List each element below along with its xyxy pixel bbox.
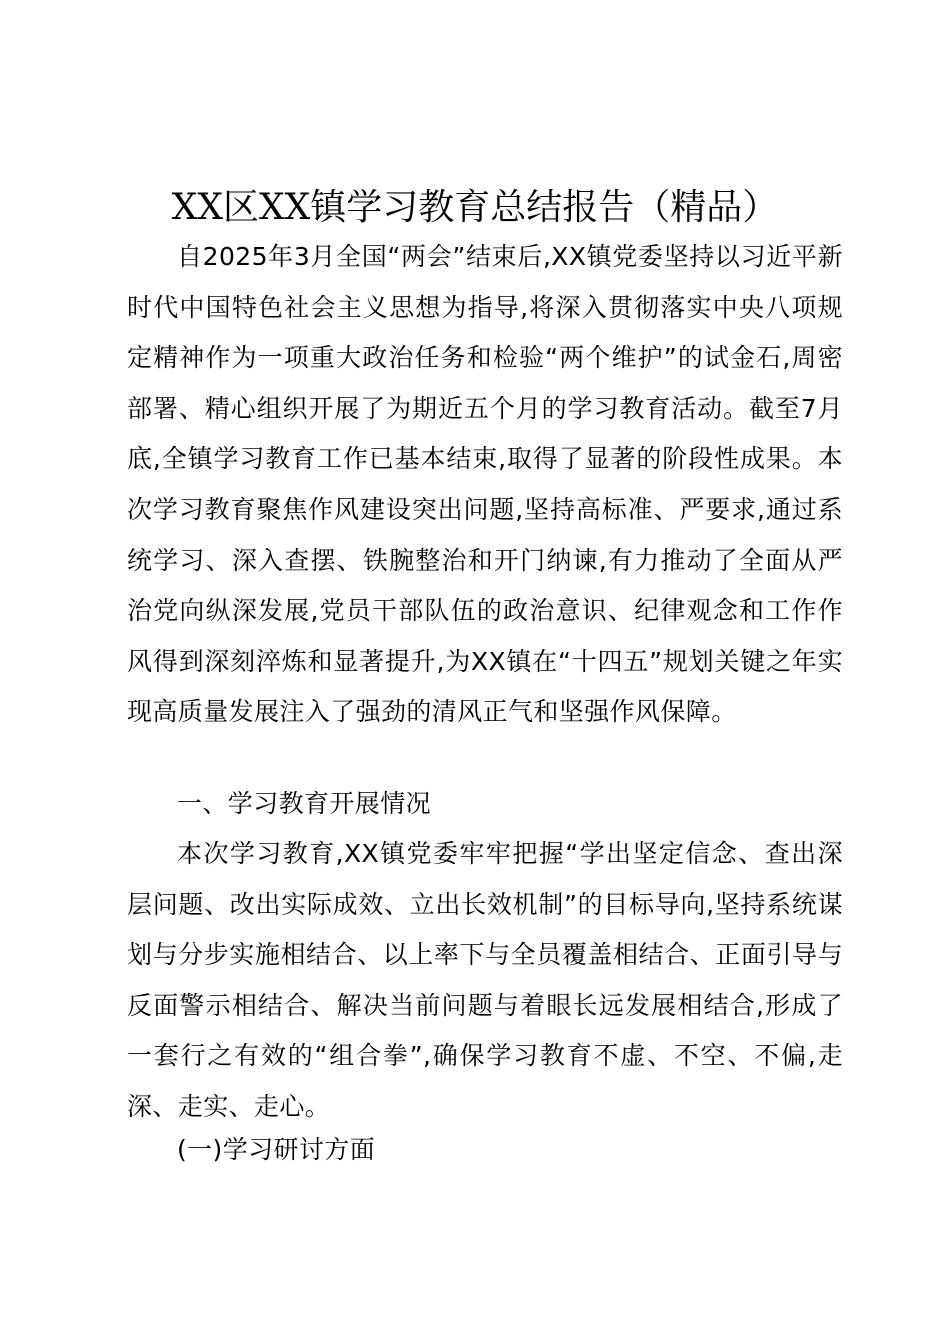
section-heading-1: 一、学习教育开展情况 [177,789,432,818]
intro-paragraph: 自2025年3月全国“两会”结束后,XX镇党委坚持以习近平新时代中国特色社会主义思想为指导,将深入贯彻落实中央八项规定精神作为一项重大政治任务和检验“两个维护”的试金石,周密部署、精心组织开展了为期近五个月的学习教育活动。截至7月底,全镇学习教育工作已基本结束,取得了显著的阶段性成果。本次学习教育聚焦作风建设突出问题,坚持高标准、严要求,通过系统学习、深入查摆、铁腕整治和开门纳谏,有力推动了全面从严治党向纵深发展,党员干部队伍的政治意识、纪律观念和工作作风得到深刻淬炼和显著提升,为XX镇在“十四五”规划关键之年实现高质量发展注入了强劲的清风正气和坚强作风保障。 [127,242,843,727]
subsection-heading-1: (一)学习研讨方面 [177,1135,376,1164]
document-title: XX区XX镇学习教育总结报告（精品） [171,187,779,228]
section-paragraph-1: 本次学习教育,XX镇党委牢牢把握“学出坚定信念、查出深层问题、改出实际成效、立出长效机制”的目标导向,坚持系统谋划与分步实施相结合、以上率下与全员覆盖相结合、正面引导与反面警示相结合、解决当前问题与着眼长远发展相结合,形成了一套行之有效的“组合拳”,确保学习教育不虚、不空、不偏,走深、走实、走心。 [127,839,843,1121]
